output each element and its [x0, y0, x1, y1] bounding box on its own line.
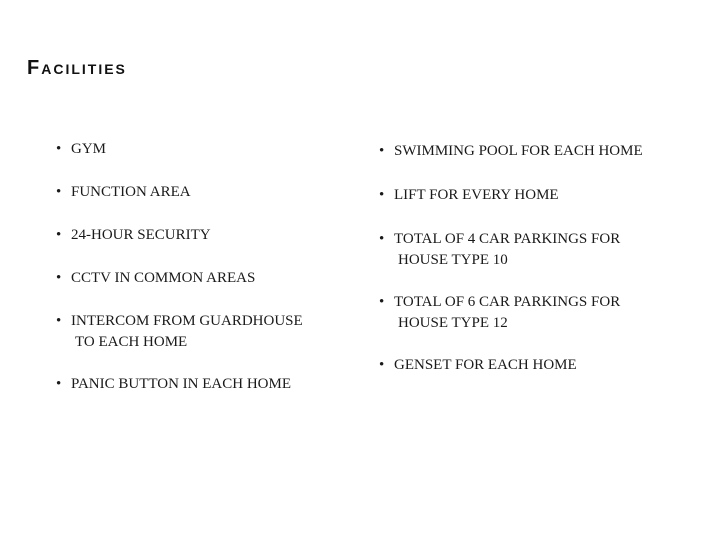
bullet-icon: • — [379, 143, 385, 159]
list-item-text: FUNCTION AREA — [71, 184, 191, 200]
list-item-text: TOTAL OF 4 CAR PARKINGS FOR — [394, 231, 621, 247]
list-item-text: GENSET FOR EACH HOME — [394, 357, 577, 373]
facilities-list-right — [379, 141, 699, 399]
list-item-text: INTERCOM FROM GUARDHOUSE — [71, 313, 303, 329]
bullet-icon: • — [56, 313, 62, 329]
bullet-icon: • — [56, 184, 62, 200]
list-item — [56, 182, 356, 203]
list-item-text: CCTV IN COMMON AREAS — [71, 270, 256, 286]
list-item-text: PANIC BUTTON IN EACH HOME — [71, 376, 292, 392]
list-item — [379, 292, 699, 334]
list-item-text: 24-HOUR SECURITY — [71, 227, 211, 243]
bullet-icon: • — [56, 141, 62, 157]
bullet-icon: • — [56, 270, 62, 286]
list-item-text: TOTAL OF 6 CAR PARKINGS FOR — [394, 294, 621, 310]
list-item-text: SWIMMING POOL FOR EACH HOME — [394, 143, 643, 159]
list-item-text-continued: HOUSE TYPE 10 — [398, 252, 508, 268]
page-title: Facilities — [27, 57, 127, 79]
facilities-list-left — [56, 139, 356, 417]
list-item — [56, 374, 356, 395]
list-item-text: LIFT FOR EVERY HOME — [394, 187, 559, 203]
list-item — [56, 225, 356, 246]
bullet-icon: • — [379, 294, 385, 310]
list-item — [379, 355, 699, 376]
list-item — [379, 185, 699, 206]
bullet-icon: • — [379, 187, 385, 203]
bullet-icon: • — [56, 227, 62, 243]
list-item-text-continued: TO EACH HOME — [75, 334, 188, 350]
list-item — [56, 139, 356, 160]
list-item — [379, 229, 699, 271]
list-item — [379, 141, 699, 162]
bullet-icon: • — [379, 357, 385, 373]
list-item-text-continued: HOUSE TYPE 12 — [398, 315, 508, 331]
bullet-icon: • — [56, 376, 62, 392]
list-item — [56, 268, 356, 289]
list-item-text: GYM — [71, 141, 107, 157]
bullet-icon: • — [379, 231, 385, 247]
list-item — [56, 311, 356, 353]
